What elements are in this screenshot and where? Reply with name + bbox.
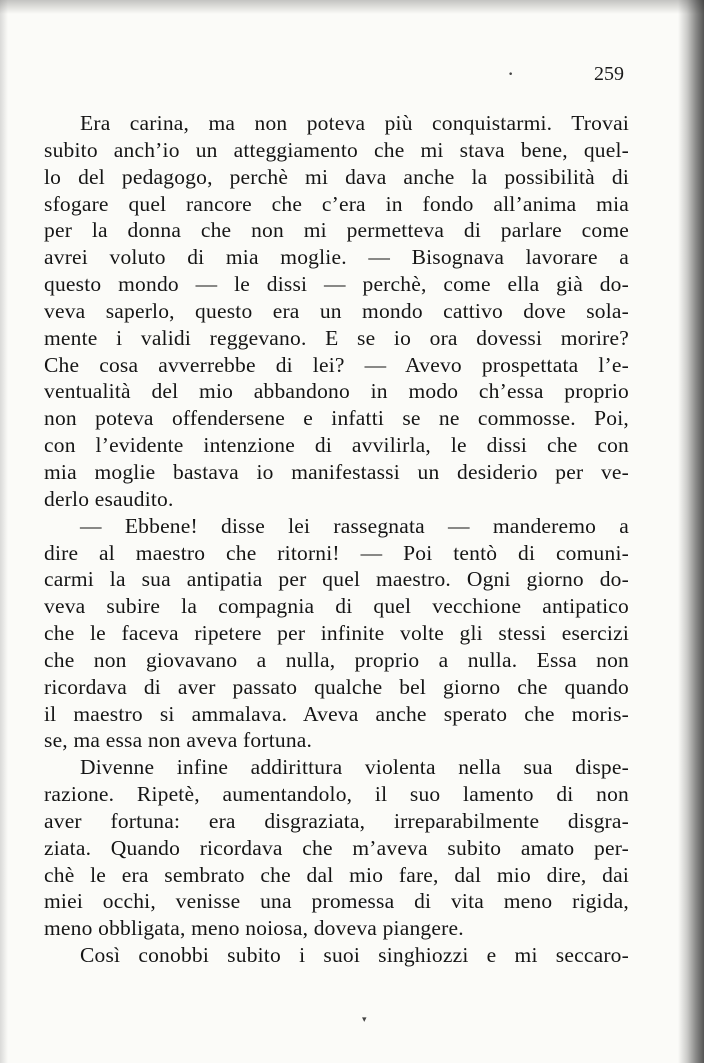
- text-line: Divenne infine addirittura violenta nella sua dispe-: [80, 755, 629, 780]
- text-line: mente i validi reggevano. E se io ora dovessi morire?: [44, 325, 629, 350]
- text-line: questo mondo — le dissi — perchè, come ella già do-: [44, 272, 629, 297]
- text-line: subito anch’io un atteggiamento che mi stava bene, quel-: [44, 137, 629, 162]
- text-line: mia moglie bastava io manifestassi un desiderio per ve-: [44, 459, 629, 484]
- text-line: Era carina, ma non poteva più conquistarmi. Trovai: [80, 111, 629, 135]
- text-line: veva subire la compagnia di quel vecchione antipatico: [44, 594, 629, 619]
- text-line: dire al maestro che ritorni! — Poi tentò di comuni-: [44, 540, 629, 565]
- text-line: sfogare quel rancore che c’era in fondo all’anima mia: [44, 191, 629, 216]
- text-line: che le faceva ripetere per infinite volte gli stessi esercizi: [44, 621, 629, 646]
- text-line: veva saperlo, questo era un mondo cattivo dove sola-: [44, 298, 629, 323]
- text-line: ziata. Quando ricordava che m’aveva subito amato per-: [44, 835, 629, 860]
- text-line: avrei voluto di mia moglie. — Bisognava lavorare a: [44, 245, 629, 270]
- scan-top-shadow: [0, 0, 704, 14]
- text-line: — Ebbene! disse lei rassegnata — manderemo a: [80, 513, 629, 538]
- text-line: Così conobbi subito i suoi singhiozzi e mi seccaro-: [80, 943, 629, 968]
- scan-speck: ▾: [362, 1015, 367, 1025]
- scan-left-shadow: [0, 0, 8, 1063]
- body-text: [44, 110, 629, 969]
- text-line: aver fortuna: era disgraziata, irreparabilmente disgra-: [44, 808, 629, 833]
- text-line: miei occhi, venisse una promessa di vita meno rigida,: [44, 889, 629, 914]
- text-line: razione. Ripetè, aumentandolo, il suo lamento di non: [44, 782, 629, 807]
- text-line: lo del pedagogo, perchè mi dava anche la possibilità di: [44, 164, 629, 189]
- text-line: se, ma essa non aveva fortuna.: [44, 728, 313, 753]
- text-line: meno obbligata, meno noiosa, doveva piangere.: [44, 916, 464, 941]
- text-line: il maestro si ammalava. Aveva anche sperato che moris-: [44, 701, 629, 726]
- text-line: carmi la sua antipatia per quel maestro. Ogni giorno do-: [44, 567, 629, 592]
- text-line: derlo esaudito.: [44, 486, 174, 511]
- text-line: Che cosa avverrebbe di lei? — Avevo prospettata l’e-: [44, 352, 629, 377]
- text-line: ventualità del mio abbandono in modo ch’essa proprio: [44, 379, 629, 404]
- text-line: ricordava di aver passato qualche bel giorno che quando: [44, 674, 629, 699]
- text-line: chè le era sembrato che dal mio fare, dal mio dire, dai: [44, 862, 629, 887]
- scan-speck: •: [508, 70, 514, 80]
- text-line: che non giovavano a nulla, proprio a nulla. Essa non: [44, 647, 629, 672]
- text-line: per la donna che non mi permetteva di parlare come: [44, 218, 629, 243]
- text-line: con l’evidente intenzione di avvilirla, le dissi che con: [44, 433, 629, 458]
- page-number: 259: [594, 63, 624, 85]
- text-line: non poteva offendersene e infatti se ne commosse. Poi,: [44, 406, 629, 431]
- binding-gutter-shadow: [678, 0, 704, 1063]
